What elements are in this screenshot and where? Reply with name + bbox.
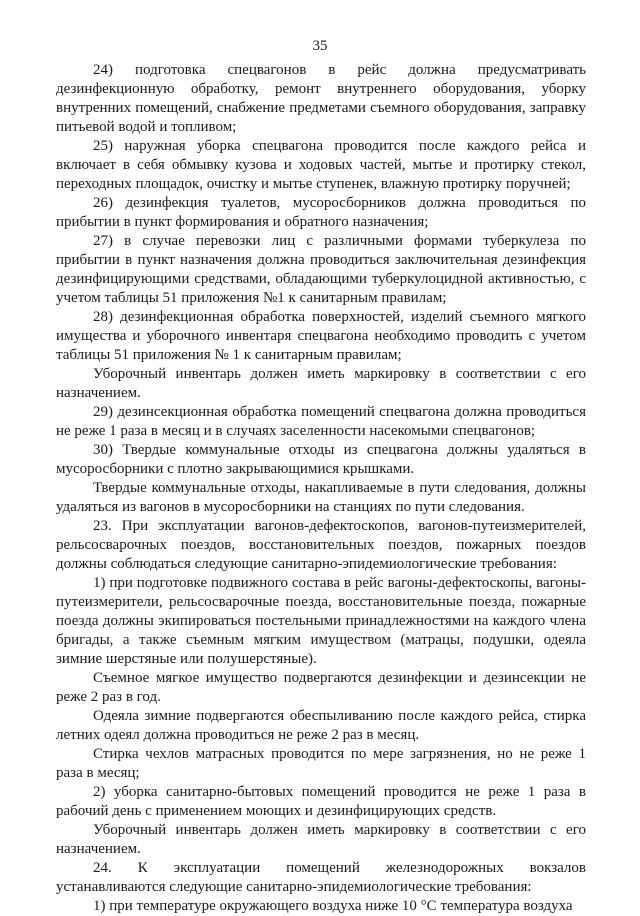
paragraph-item-26: 26) дезинфекция туалетов, мусоросборников должна проводиться по прибытии в пункт формирования и обратного назначения; <box>56 195 586 230</box>
paragraph-item-28: 28) дезинфекционная обработка поверхностей, изделий съемного мягкого имущества и уборочного инвентаря спецвагона необходимо проводить с учетом таблицы 51 приложения № 1 к санитарным правилам; <box>56 309 586 363</box>
document-body <box>56 61 586 916</box>
page-number: 35 <box>312 38 328 54</box>
paragraph-text: Стирка чехлов матрасных проводится по мере загрязнения, но не реже 1 раза в месяц; <box>56 746 586 781</box>
paragraph-text: Съемное мягкое имущество подвергаются дезинфекции и дезинсекции не реже 2 раз в год. <box>56 670 586 705</box>
paragraph-subitem-2: 2) уборка санитарно-бытовых помещений проводится не реже 1 раза в рабочий день с применением моющих и дезинфицирующих средств. <box>56 784 586 819</box>
paragraph-text: Одеяла зимние подвергаются обеспыливанию после каждого рейса, стирка летних одеял должна проводиться не реже 2 раз в месяц. <box>56 708 586 743</box>
paragraph-item-24: 24) подготовка спецвагонов в рейс должна предусматривать дезинфекционную обработку, ремонт внутреннего оборудования, уборку внутренних помещений, снабжение предметами съемного оборудования, заправку питьевой водой и топливом; <box>56 62 586 135</box>
paragraph-note: Уборочный инвентарь должен иметь маркировку в соответствии с его назначением. <box>56 822 586 857</box>
paragraph-item-30: 30) Твердые коммунальные отходы из спецвагона должны удаляться в мусоросборники с плотно закрывающимися крышками. <box>56 442 586 477</box>
paragraph-note: Уборочный инвентарь должен иметь маркировку в соответствии с его назначением. <box>56 366 586 401</box>
paragraph-section-23: 23. При эксплуатации вагонов-дефектоскопов, вагонов-путеизмерителей, рельсосварочных поездов, восстановительных поездов, пожарных поездов должны соблюдаться следующие санитарно-эпидемиологические требования: <box>56 518 586 572</box>
paragraph-section-24: 24. К эксплуатации помещений железнодорожных вокзалов устанавливаются следующие санитарно-эпидемиологические требования: <box>56 860 586 895</box>
paragraph-subitem-1: 1) при температуре окружающего воздуха ниже 10 °С температура воздуха <box>93 898 573 914</box>
paragraph-item-29: 29) дезинсекционная обработка помещений спецвагона должна проводиться не реже 1 раза в месяц и в случаях заселенности насекомыми спецвагонов; <box>56 404 586 439</box>
paragraph-item-27: 27) в случае перевозки лиц с различными формами туберкулеза по прибытии в пункт назначения должна проводиться заключительная дезинфекция дезинфицирующими средствами, обладающими туберкулоцидной активностью, с учетом таблицы 51 приложения №1 к санитарным правилам; <box>56 233 586 306</box>
paragraph-item-25: 25) наружная уборка спецвагона проводится после каждого рейса и включает в себя обмывку кузова и ходовых частей, мытье и протирку стекол, переходных площадок, очистку и мытье ступенек, влажную протирку поручней; <box>56 138 586 192</box>
paragraph-text: Твердые коммунальные отходы, накапливаемые в пути следования, должны удаляться из вагонов в мусоросборники на станциях по пути следования. <box>56 480 586 515</box>
paragraph-subitem-1: 1) при подготовке подвижного состава в рейс вагоны-дефектоскопы, вагоны-путеизмерители, рельсосварочные поезда, восстановительные поезда, пожарные поезда должны экипироваться постельными принадлежностями на каждого члена бригады, а также съемным мягким имуществом (матрацы, подушки, одеяла зимние шерстяные или полушерстяные). <box>56 575 586 667</box>
